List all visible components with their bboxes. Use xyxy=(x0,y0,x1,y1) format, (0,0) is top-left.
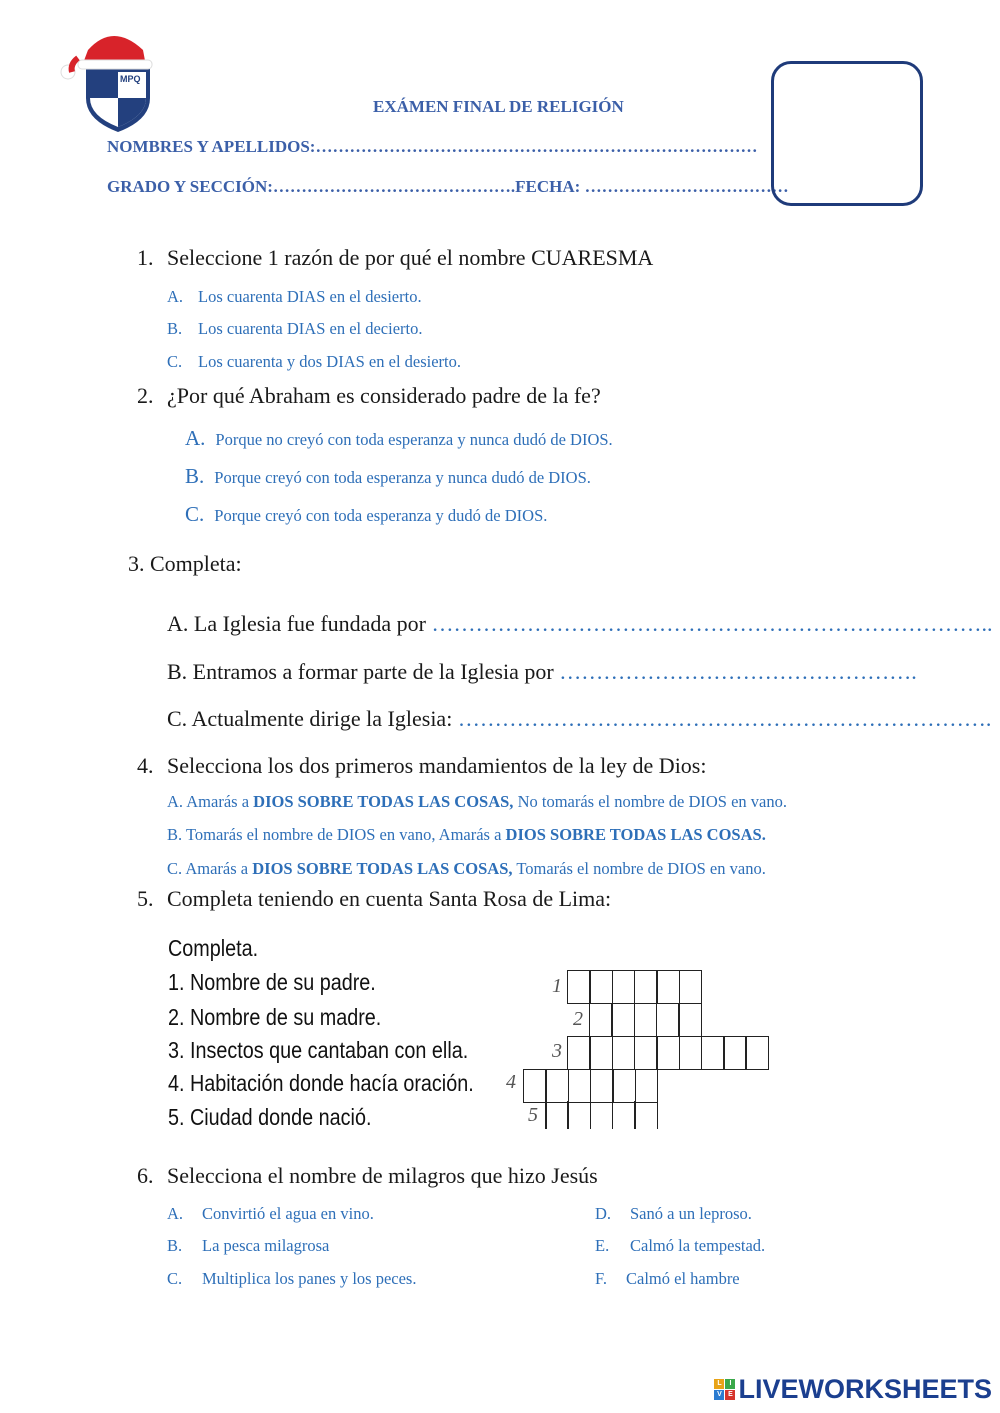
crossword-cell[interactable] xyxy=(635,1069,659,1103)
question-number: 1. xyxy=(137,245,154,270)
question-4: 4. Selecciona los dos primeros mandamientos de la ley de Dios: xyxy=(137,753,707,778)
crossword-cell-divider xyxy=(634,1101,636,1129)
crossword-cell[interactable] xyxy=(634,970,658,1004)
crossword-clue: 3. Insectos que cantaban con ella. xyxy=(168,1037,469,1063)
crossword-clue: 4. Habitación donde hacía oración. xyxy=(168,1070,474,1096)
crossword-cell[interactable] xyxy=(611,1003,635,1037)
crossword-number: 3 xyxy=(552,1040,562,1062)
crossword-clue: 1. Nombre de su padre. xyxy=(168,969,376,995)
q6-option-d[interactable]: D. Sanó a un leproso. xyxy=(595,1204,752,1223)
crossword-cell[interactable] xyxy=(589,1003,613,1037)
crossword-clue: 2. Nombre de su madre. xyxy=(168,1004,382,1030)
crossword-cell-divider xyxy=(590,1101,592,1129)
liveworksheets-logo xyxy=(714,1374,992,1405)
crossword-cell[interactable] xyxy=(545,1069,569,1103)
question-number: 2. xyxy=(137,383,154,408)
crossword-heading: Completa. xyxy=(168,935,259,961)
crossword-cell[interactable] xyxy=(590,1069,614,1103)
crossword-cell[interactable] xyxy=(656,1036,680,1070)
question-number: 4. xyxy=(137,753,154,778)
q3-blank-b[interactable]: …………………………………………. xyxy=(559,659,917,684)
crossword-cell[interactable] xyxy=(656,1003,680,1037)
crossword-number: 4 xyxy=(506,1071,516,1093)
q4-option-c[interactable]: C. Amarás a DIOS SOBRE TODAS LAS COSAS, Tomarás el nombre de DIOS en vano. xyxy=(167,859,766,878)
q4-option-a[interactable]: A. Amarás a DIOS SOBRE TODAS LAS COSAS, No tomarás el nombre de DIOS en vano. xyxy=(167,792,787,811)
crossword-cell[interactable] xyxy=(589,1036,613,1070)
q6-option-f[interactable]: F. Calmó el hambre xyxy=(595,1269,740,1288)
q4-option-b[interactable]: B. Tomarás el nombre de DIOS en vano, Amarás a DIOS SOBRE TODAS LAS COSAS. xyxy=(167,825,766,844)
score-box[interactable] xyxy=(771,61,923,206)
crossword-cell[interactable] xyxy=(567,1036,591,1070)
q3-blank-c[interactable]: ………………………………………………………………. xyxy=(457,706,992,731)
crossword-cell-divider xyxy=(545,1101,547,1129)
question-2: 2. ¿Por qué Abraham es considerado padre de la fe? xyxy=(137,383,601,408)
crossword-cell[interactable] xyxy=(567,970,591,1004)
q1-option-b[interactable]: B. Los cuarenta DIAS en el decierto. xyxy=(167,319,423,338)
question-number: 5. xyxy=(137,886,154,911)
crossword-cell[interactable] xyxy=(678,1003,702,1037)
q2-option-c[interactable]: C. Porque creyó con toda esperanza y dudó de DIOS. xyxy=(185,502,548,526)
q2-option-a[interactable]: A. Porque no creyó con toda esperanza y nunca dudó de DIOS. xyxy=(185,426,613,450)
crossword-number: 5 xyxy=(528,1104,538,1126)
crossword-cell[interactable] xyxy=(745,1036,769,1070)
crossword-cell[interactable] xyxy=(523,1069,547,1103)
crossword-cell-divider xyxy=(657,1101,659,1129)
crossword-clue: 5. Ciudad donde nació. xyxy=(168,1104,372,1130)
brand-name: LIVEWORKSHEETS xyxy=(738,1374,992,1404)
q1-option-a[interactable]: A. Los cuarenta DIAS en el desierto. xyxy=(167,287,422,306)
q2-option-b[interactable]: B. Porque creyó con toda esperanza y nunca dudó de DIOS. xyxy=(185,464,591,488)
crossword-number: 2 xyxy=(573,1008,583,1030)
q3-item-b: B. Entramos a formar parte de la Iglesia por …………………………………………. xyxy=(167,659,917,684)
crossword-cell-divider xyxy=(612,1101,614,1129)
question-6: 6. Selecciona el nombre de milagros que hizo Jesús xyxy=(137,1163,598,1188)
crossword-cell[interactable] xyxy=(634,1003,658,1037)
crossword-cell[interactable] xyxy=(679,1036,703,1070)
question-1: 1. Seleccione 1 razón de por qué el nombre CUARESMA xyxy=(137,245,654,270)
crossword-number: 1 xyxy=(552,975,562,997)
q6-option-a[interactable]: A. Convirtió el agua en vino. xyxy=(167,1204,374,1223)
brand-badge: L I V E xyxy=(714,1379,735,1400)
q3-blank-a[interactable]: ………………………………………………………………….. xyxy=(431,611,993,636)
crossword-cell[interactable] xyxy=(612,970,636,1004)
q3-item-a: A. La Iglesia fue fundada por ………………………………………………………………….. xyxy=(167,611,993,636)
crossword-cell[interactable] xyxy=(701,1036,725,1070)
crossword-cell[interactable] xyxy=(723,1036,747,1070)
crossword-cell[interactable] xyxy=(634,1036,658,1070)
q3-item-c: C. Actualmente dirige la Iglesia: ………………………………………………………………. xyxy=(167,706,992,731)
q6-option-e[interactable]: E. Calmó la tempestad. xyxy=(595,1236,766,1255)
crossword-cell-divider xyxy=(567,1101,569,1129)
q6-option-b[interactable]: B. La pesca milagrosa xyxy=(167,1236,330,1255)
crossword-cell[interactable] xyxy=(656,970,680,1004)
grade-date-field[interactable]: GRADO Y SECCIÓN:…………………………………….FECHA: ……………………………… xyxy=(107,177,789,196)
logo-letters: MPQ xyxy=(120,74,141,84)
question-5: 5. Completa teniendo en cuenta Santa Rosa de Lima: xyxy=(137,886,612,911)
crossword-cell[interactable] xyxy=(612,1036,636,1070)
q6-option-c[interactable]: C. Multiplica los panes y los peces. xyxy=(167,1269,417,1288)
crossword-cell[interactable] xyxy=(589,970,613,1004)
question-number: 6. xyxy=(137,1163,154,1188)
crossword-cell[interactable] xyxy=(612,1069,636,1103)
crossword-cell[interactable] xyxy=(679,970,703,1004)
q1-option-c[interactable]: C. Los cuarenta y dos DIAS en el desierto. xyxy=(167,352,462,371)
school-logo xyxy=(58,28,158,132)
question-3: 3. Completa: xyxy=(128,551,242,576)
names-field[interactable]: NOMBRES Y APELLIDOS:…………………………………………………………………… xyxy=(107,137,758,156)
exam-title: EXÁMEN FINAL DE RELIGIÓN xyxy=(373,97,624,116)
crossword-cell[interactable] xyxy=(568,1069,592,1103)
